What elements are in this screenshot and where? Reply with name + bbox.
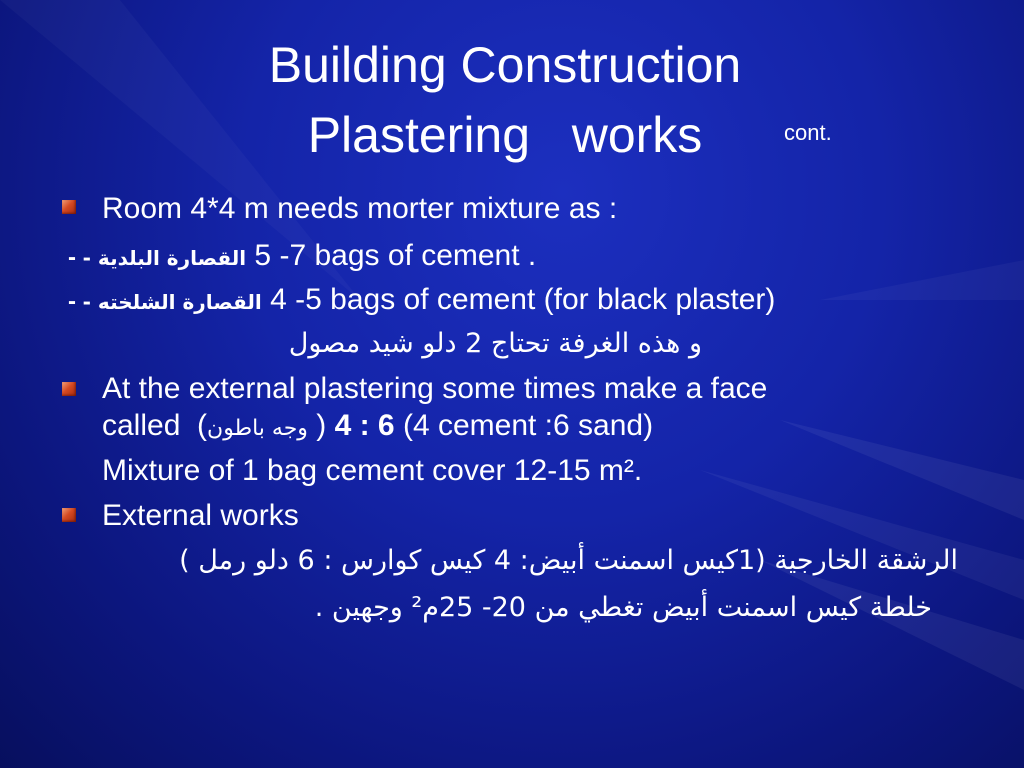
- bullet-external-line2: [102, 411, 653, 441]
- sub-item-shalakhta: [68, 285, 775, 315]
- sub-item-text: 4 -5 bags of cement (for black plaster): [261, 283, 776, 316]
- bullet-marker: [62, 382, 76, 396]
- bullet-external-works: External works: [102, 499, 299, 532]
- sub-item-arabic: القصارة البلدية -: [82, 246, 247, 270]
- called-text: called (: [102, 409, 208, 442]
- close-paren: ): [307, 409, 327, 442]
- sub-item-prefix: -: [68, 244, 83, 271]
- sub-item-arabic: القصارة الشلخته -: [82, 290, 262, 314]
- slide-subtitle: [0, 107, 1010, 163]
- sub-item-baladiya: [68, 241, 536, 271]
- sub-item-prefix: -: [68, 288, 83, 315]
- slide-title: Building Construction: [268, 37, 742, 93]
- ratio-detail: (4 cement :6 sand): [394, 409, 654, 442]
- bullet-marker: [62, 508, 76, 522]
- bullet-external-line1: At the external plastering some times make a face: [102, 372, 768, 405]
- sub-item-text: 5 -7 bags of cement .: [246, 239, 537, 272]
- arabic-room-note: و هذه الغرفة تحتاج 2 دلو شيد مصول: [288, 328, 702, 359]
- arabic-external-line1: الرشقة الخارجية (1كيس اسمنت أبيض: 4 كيس كوارس : 6 دلو رمل ): [179, 545, 958, 576]
- bullet-room-text: Room 4*4 m needs morter mixture as :: [102, 192, 618, 225]
- face-arabic: وجه باطون: [207, 416, 308, 441]
- arabic-external-line2: خلطة كيس اسمنت أبيض تغطي من 20- 25م² وجهين .: [314, 592, 932, 623]
- bullet-external-line3: Mixture of 1 bag cement cover 12-15 m².: [102, 454, 643, 487]
- subtitle-text: Plastering works: [307, 107, 703, 163]
- ratio-text: 4 : 6: [326, 409, 395, 442]
- cont-label: cont.: [784, 120, 832, 145]
- bullet-marker: [62, 200, 76, 214]
